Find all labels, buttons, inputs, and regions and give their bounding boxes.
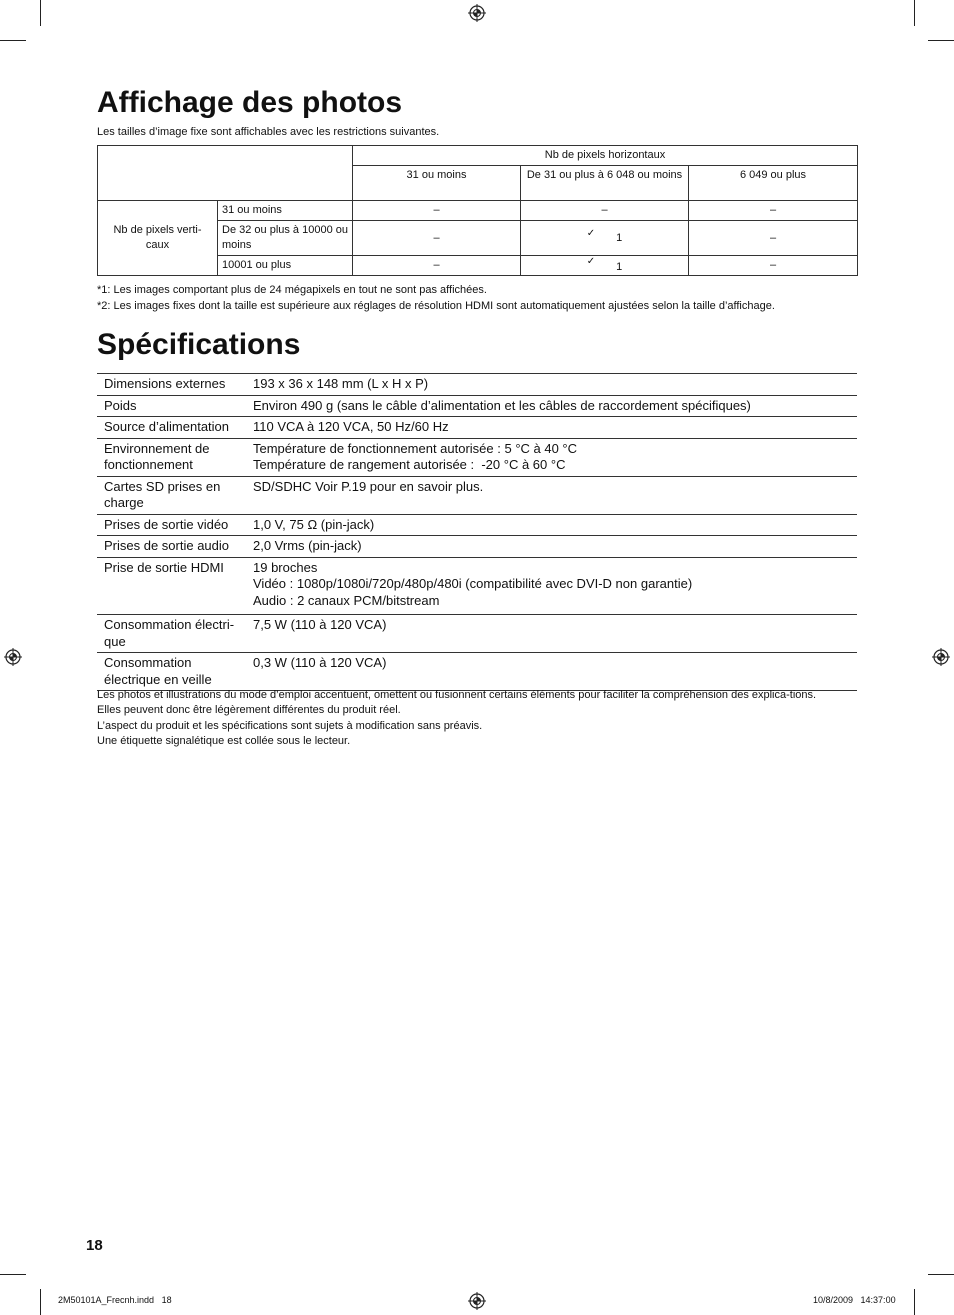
pixel-restrictions-table [97,145,858,276]
spec-value-line: 193 x 36 x 148 mm (L x H x P) [253,376,429,391]
slug-file: 2M50101A_Frecnh.indd 18 [58,1295,172,1305]
table-row [97,557,857,615]
table-row [97,374,857,396]
intro-text: Les tailles d’image fixe sont affichables avec les restrictions suivantes. [97,126,440,138]
table-row [97,536,857,558]
spec-key: Prise de sortie HDMI [97,557,246,615]
column-header: De 31 ou plus à 6 048 ou moins [521,166,689,201]
crop-mark [928,1274,954,1275]
spec-value-line: Environ 490 g (sans le câble d’alimentation et les câbles de raccordement spécifiques) [253,397,751,413]
table-cell: – [689,201,858,221]
spec-value [246,417,857,439]
footnote: *2: Les images fixes dont la taille est supérieure aux réglages de résolution HDMI sont automatiquement ajustées selon la taille d’affichage. [97,300,775,312]
spec-value [246,536,857,558]
table-row [97,615,857,653]
spec-value-line: Vidéo : 1080p/1080i/720p/480p/480i (compatibilité avec DVI-D non garantie) [253,576,693,591]
table-cell-check [521,221,689,256]
spec-value-line: 110 VCA à 120 VCA, 50 Hz/60 Hz [253,419,449,434]
note-line: L’aspect du produit et les spécifications sont sujets à modification sans préavis. [97,719,483,732]
crop-mark [40,0,41,26]
spec-value [246,653,857,691]
note-line: Elles peuvent donc être légèrement différentes du produit réel. [97,704,401,717]
spec-key: Cartes SD prises en charge [97,476,246,514]
check-icon: ✓ [586,227,596,239]
spec-value-line: Température de rangement autorisée : -20 °C à 60 °C [253,457,566,472]
crop-mark [0,40,26,41]
table-cell: – [521,201,689,221]
table-cell-check [521,256,689,276]
spec-value [246,438,857,476]
spec-value-line: Température de fonctionnement autorisée : 5 °C à 40 °C [253,440,578,456]
row-label: 10001 ou plus [218,256,353,276]
table-cell: – [353,256,521,276]
registration-mark-icon [468,1292,486,1310]
crop-mark [0,1274,26,1275]
table-cell: – [353,221,521,256]
spec-value [246,557,857,615]
table-cell: – [689,221,858,256]
spec-key: Poids [97,395,246,417]
spec-value-line: 7,5 W (110 à 120 VCA) [253,617,387,632]
footnote-mark: 1 [616,261,623,273]
slug-date: 10/8/2009 14:37:00 [813,1295,896,1305]
table-cell: – [689,256,858,276]
spec-value [246,615,857,653]
spec-value [246,476,857,514]
spec-value-line: 2,0 Vrms (pin-jack) [253,538,362,553]
crop-mark [914,1289,915,1315]
registration-mark-icon [4,648,22,666]
spec-key: Consommation électrique en veille [97,653,246,691]
spec-value [246,514,857,536]
spec-value [246,395,857,417]
crop-mark [40,1289,41,1315]
registration-mark-icon [468,4,486,22]
spec-value-line: 1,0 V, 75 Ω (pin-jack) [253,516,375,532]
page-number: 18 [86,1237,103,1254]
spec-key: Prises de sortie audio [97,536,246,558]
note-line: Une étiquette signalétique est collée sous le lecteur. [97,734,351,747]
notes-block [97,688,842,749]
spec-key: Environnement de fonctionnement [97,438,246,476]
crop-mark [928,40,954,41]
section-title-specifications: Spécifications [97,328,301,361]
specifications-table [97,373,857,691]
spec-value-line: Audio : 2 canaux PCM/bitstream [253,592,440,608]
spec-key: Consommation électri-que [97,615,246,653]
vertical-header: Nb de pixels verti-caux [98,201,218,276]
table-row [97,514,857,536]
table-row [97,438,857,476]
row-label: De 32 ou plus à 10000 ou moins [218,221,353,256]
spec-key: Prises de sortie vidéo [97,514,246,536]
crop-mark [914,0,915,26]
row-label: 31 ou moins [218,201,353,221]
empty-corner-cell [98,146,353,201]
horizontal-header: Nb de pixels horizontaux [353,146,858,166]
table-row [97,395,857,417]
table-cell: – [353,201,521,221]
table-row [97,417,857,439]
note-line: Les photos et illustrations du mode d’emploi accentuent, omettent ou fusionnent certains éléments pour faciliter la compréhension des explica-tions. [97,689,817,701]
spec-value-line: SD/SDHC Voir P.19 pour en savoir plus. [253,478,484,494]
spec-value-line: 19 broches [253,559,318,575]
table-row [97,476,857,514]
footnote: *1: Les images comportant plus de 24 mégapixels en tout ne sont pas affichées. [97,284,487,296]
column-header: 6 049 ou plus [689,166,858,201]
spec-key: Source d’alimentation [97,417,246,439]
column-header: 31 ou moins [353,166,521,201]
spec-value [246,374,857,396]
spec-value-line: 0,3 W (110 à 120 VCA) [253,655,387,670]
spec-key: Dimensions externes [97,374,246,396]
check-icon: ✓ [586,256,596,267]
footnote-mark: 1 [616,231,623,244]
section-title-photos: Affichage des photos [97,86,403,119]
table-row [97,653,857,691]
registration-mark-icon [932,648,950,666]
